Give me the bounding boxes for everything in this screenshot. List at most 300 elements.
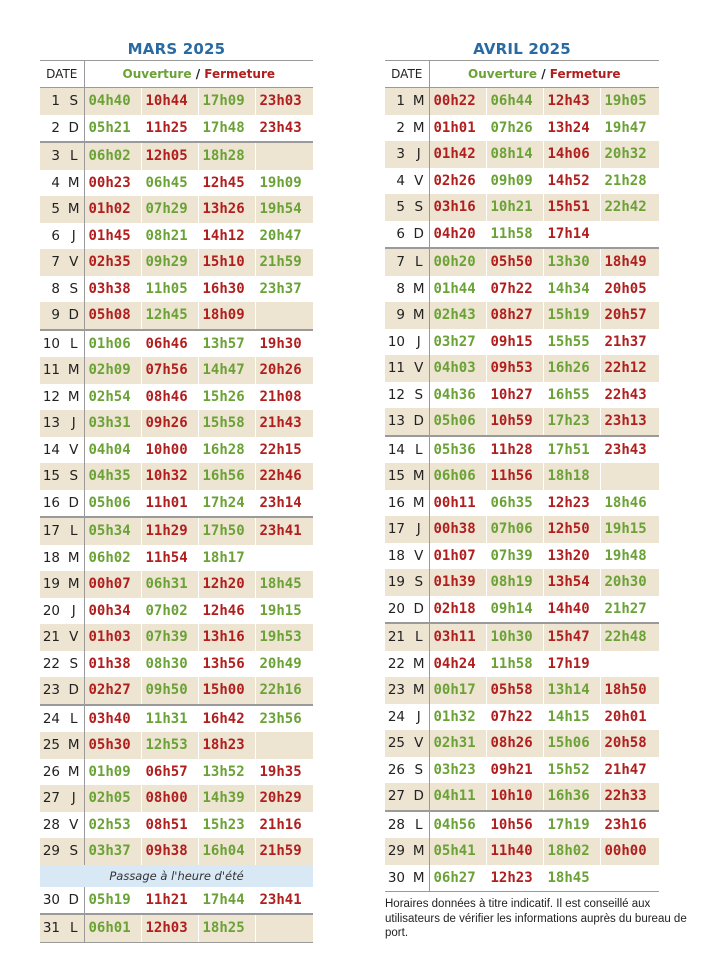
opening-time: 05h06 — [429, 408, 486, 436]
opening-time: 18h46 — [600, 490, 659, 517]
day-row — [385, 757, 659, 784]
label-separator: / — [195, 67, 201, 81]
closing-time: 20h29 — [255, 785, 313, 812]
opening-time: 20h47 — [255, 223, 313, 250]
opening-time: 21h27 — [600, 596, 659, 624]
closing-time: 11h25 — [141, 115, 198, 143]
closing-time: 22h12 — [600, 355, 659, 382]
closing-time: 20h05 — [600, 276, 659, 303]
day-row — [385, 88, 659, 115]
day-row — [40, 196, 313, 223]
weekday-letter: D — [409, 783, 429, 811]
day-number: 22 — [387, 655, 405, 672]
day-row — [385, 490, 659, 517]
weekday-letter: M — [64, 545, 84, 572]
closing-time: 13h54 — [543, 569, 600, 596]
closing-time: 12h05 — [141, 142, 198, 170]
closing-time: 10h10 — [486, 783, 543, 811]
opening-time: 17h44 — [198, 887, 255, 915]
day-number: 9 — [40, 302, 64, 330]
closing-time: 11h21 — [141, 887, 198, 915]
opening-time: 18h17 — [198, 545, 255, 572]
day-row — [385, 569, 659, 596]
opening-time: 01h09 — [84, 759, 141, 786]
day-number: 13 — [40, 410, 64, 437]
opening-time: 02h31 — [429, 730, 486, 757]
closing-time: 11h28 — [486, 436, 543, 464]
day-row — [385, 677, 659, 704]
closing-time: 08h51 — [141, 812, 198, 839]
legend-header — [429, 61, 659, 88]
closing-time: 10h27 — [486, 382, 543, 409]
closing-time: 05h30 — [84, 732, 141, 759]
opening-time: 09h29 — [141, 249, 198, 276]
closing-time: 05h58 — [486, 677, 543, 704]
opening-time: 18h02 — [543, 838, 600, 865]
closing-time: 11h56 — [486, 463, 543, 490]
day-row — [385, 302, 659, 329]
closing-time: 11h29 — [141, 517, 198, 545]
closing-time: 12h50 — [543, 516, 600, 543]
opening-time: 15h26 — [198, 384, 255, 411]
day-row — [40, 223, 313, 250]
closing-time: 12h46 — [198, 598, 255, 625]
day-number: 15 — [385, 463, 409, 490]
closing-time: 19h35 — [255, 759, 313, 786]
closing-time: 05h08 — [84, 302, 141, 330]
closing-time: 12h20 — [198, 571, 255, 598]
closing-time: 20h26 — [255, 357, 313, 384]
weekday-letter: L — [409, 623, 429, 651]
day-row — [40, 463, 313, 490]
opening-time: 11h31 — [141, 705, 198, 733]
empty-cell — [255, 545, 313, 572]
day-row — [40, 115, 313, 143]
opening-time: 16h36 — [543, 783, 600, 811]
day-number: 11 — [385, 355, 409, 382]
opening-time: 20h32 — [600, 141, 659, 168]
day-row — [40, 249, 313, 276]
day-number: 27 — [385, 783, 409, 811]
weekday-letter: M — [409, 865, 429, 892]
day-row — [40, 677, 313, 705]
weekday-letter: M — [409, 463, 429, 490]
opening-time: 23h56 — [255, 705, 313, 733]
day-number: 31 — [40, 914, 64, 942]
opening-time: 04h11 — [429, 783, 486, 811]
closing-time: 21h08 — [255, 384, 313, 411]
day-row — [385, 221, 659, 249]
closing-time: 14h12 — [198, 223, 255, 250]
weekday-letter: M — [64, 170, 84, 197]
closing-time: 00h22 — [429, 88, 486, 115]
closing-time: 13h56 — [198, 651, 255, 678]
day-row — [40, 410, 313, 437]
opening-time: 16h26 — [543, 355, 600, 382]
empty-cell — [600, 463, 659, 490]
day-row — [385, 436, 659, 464]
day-row — [40, 490, 313, 518]
day-row — [385, 408, 659, 436]
opening-time: 06h44 — [486, 88, 543, 115]
empty-cell — [600, 865, 659, 892]
opening-time: 00h20 — [429, 248, 486, 276]
opening-time: 02h09 — [84, 357, 141, 384]
opening-time: 19h47 — [600, 115, 659, 142]
day-number: 12 — [387, 386, 405, 403]
opening-time: 05h19 — [84, 887, 141, 915]
opening-time: 16h04 — [198, 838, 255, 865]
opening-time: 17h19 — [543, 811, 600, 839]
weekday-letter: J — [409, 704, 429, 731]
weekday-letter: D — [64, 677, 84, 705]
closing-time: 00h23 — [84, 170, 141, 197]
closing-time: 03h16 — [429, 194, 486, 221]
opening-time: 05h36 — [429, 436, 486, 464]
opening-time: 12h45 — [141, 302, 198, 330]
weekday-letter: M — [409, 651, 429, 678]
opening-time: 06h35 — [486, 490, 543, 517]
opening-time: 19h15 — [600, 516, 659, 543]
day-row — [40, 732, 313, 759]
opening-time: 06h27 — [429, 865, 486, 892]
day-row — [385, 141, 659, 168]
day-row — [385, 651, 659, 678]
closing-time: 21h47 — [600, 757, 659, 784]
closing-time: 12h23 — [543, 490, 600, 517]
closing-time: 09h53 — [486, 355, 543, 382]
weekday-letter: L — [64, 517, 84, 545]
opening-time: 19h05 — [600, 88, 659, 115]
day-number: 25 — [385, 730, 409, 757]
dst-banner: Passage à l'heure d'été — [40, 865, 313, 887]
weekday-letter: D — [64, 115, 84, 143]
open-label: Ouverture — [122, 67, 192, 81]
closing-time: 11h01 — [141, 490, 198, 518]
weekday-letter: D — [64, 490, 84, 518]
weekday-letter: V — [409, 543, 429, 570]
day-row — [40, 357, 313, 384]
weekday-letter: D — [409, 221, 429, 249]
opening-time: 17h24 — [198, 490, 255, 518]
opening-time: 06h02 — [84, 142, 141, 170]
closing-time: 15h10 — [198, 249, 255, 276]
opening-time: 17h48 — [198, 115, 255, 143]
opening-time: 07h39 — [486, 543, 543, 570]
closing-time: 13h26 — [198, 196, 255, 223]
day-row — [385, 838, 659, 865]
opening-time: 06h02 — [84, 545, 141, 572]
empty-cell — [600, 221, 659, 249]
closing-time: 01h45 — [84, 223, 141, 250]
closing-time: 00h00 — [600, 838, 659, 865]
month-title: MARS 2025 — [127, 40, 226, 58]
closing-time: 15h51 — [543, 194, 600, 221]
closing-time: 01h01 — [429, 115, 486, 142]
opening-time: 22h42 — [600, 194, 659, 221]
weekday-letter: L — [409, 811, 429, 839]
opening-time: 04h56 — [429, 811, 486, 839]
closing-time: 22h33 — [600, 783, 659, 811]
opening-time: 19h15 — [255, 598, 313, 625]
day-row — [40, 276, 313, 303]
closing-time: 08h00 — [141, 785, 198, 812]
table-body — [385, 88, 659, 892]
table-header — [40, 61, 313, 88]
day-number: 28 — [42, 816, 60, 833]
closing-time: 12h43 — [543, 88, 600, 115]
closing-time: 02h27 — [84, 677, 141, 705]
day-number: 25 — [40, 732, 64, 759]
day-number: 8 — [396, 280, 405, 297]
day-row — [385, 811, 659, 839]
opening-time: 06h31 — [141, 571, 198, 598]
day-number: 3 — [40, 142, 64, 170]
opening-time: 19h54 — [255, 196, 313, 223]
day-row — [40, 302, 313, 330]
opening-time: 15h23 — [198, 812, 255, 839]
closing-time: 18h23 — [198, 732, 255, 759]
day-row — [40, 887, 313, 915]
day-row — [40, 838, 313, 865]
legend-header — [84, 61, 313, 88]
opening-time: 13h57 — [198, 330, 255, 358]
closing-time: 03h40 — [84, 705, 141, 733]
weekday-letter: J — [64, 223, 84, 250]
day-number: 21 — [385, 623, 409, 651]
weekday-letter: M — [409, 276, 429, 303]
day-number: 29 — [385, 838, 409, 865]
opening-time: 00h17 — [429, 677, 486, 704]
opening-time: 16h28 — [198, 437, 255, 464]
opening-time: 15h55 — [543, 329, 600, 356]
weekday-letter: S — [409, 569, 429, 596]
day-row — [385, 248, 659, 276]
day-number: 18 — [387, 547, 405, 564]
closing-time: 07h22 — [486, 276, 543, 303]
weekday-letter: S — [64, 651, 84, 678]
day-row — [385, 463, 659, 490]
day-number: 11 — [40, 357, 64, 384]
day-row — [385, 115, 659, 142]
opening-time: 16h55 — [543, 382, 600, 409]
opening-time: 20h49 — [255, 651, 313, 678]
closing-time: 09h26 — [141, 410, 198, 437]
day-row — [40, 142, 313, 170]
weekday-letter: S — [64, 276, 84, 303]
closing-time: 18h09 — [198, 302, 255, 330]
day-number: 16 — [387, 494, 405, 511]
day-row — [385, 596, 659, 624]
closing-time: 00h38 — [429, 516, 486, 543]
closing-time: 09h15 — [486, 329, 543, 356]
month-panel-avril — [385, 38, 659, 892]
empty-cell — [255, 302, 313, 330]
day-number: 28 — [385, 811, 409, 839]
empty-cell — [255, 914, 313, 942]
weekday-letter: M — [64, 357, 84, 384]
opening-time: 04h03 — [429, 355, 486, 382]
opening-time: 09h50 — [141, 677, 198, 705]
day-row — [385, 516, 659, 543]
opening-time: 13h30 — [543, 248, 600, 276]
date-column-header: DATE — [40, 61, 84, 88]
weekday-letter: V — [409, 168, 429, 195]
day-row — [40, 785, 313, 812]
closing-time: 10h32 — [141, 463, 198, 490]
day-row — [40, 330, 313, 358]
day-row — [40, 705, 313, 733]
opening-time: 17h50 — [198, 517, 255, 545]
closing-time: 12h45 — [198, 170, 255, 197]
closing-time: 19h30 — [255, 330, 313, 358]
opening-time: 14h47 — [198, 357, 255, 384]
closing-time: 03h38 — [84, 276, 141, 303]
closing-time: 01h39 — [429, 569, 486, 596]
day-row — [385, 329, 659, 356]
day-number: 17 — [385, 516, 409, 543]
closing-time: 03h11 — [429, 623, 486, 651]
opening-time: 02h54 — [84, 384, 141, 411]
day-number: 2 — [51, 119, 60, 136]
day-number: 2 — [396, 119, 405, 136]
day-number: 7 — [385, 248, 409, 276]
day-number: 29 — [40, 838, 64, 865]
weekday-letter: S — [64, 463, 84, 490]
day-number: 5 — [40, 196, 64, 223]
closing-time: 14h40 — [543, 596, 600, 624]
opening-time: 01h44 — [429, 276, 486, 303]
opening-time: 22h16 — [255, 677, 313, 705]
closing-time: 00h34 — [84, 598, 141, 625]
weekday-letter: V — [64, 249, 84, 276]
closing-time: 23h13 — [600, 408, 659, 436]
opening-time: 18h25 — [198, 914, 255, 942]
opening-time: 17h23 — [543, 408, 600, 436]
day-row — [385, 382, 659, 409]
opening-time: 14h39 — [198, 785, 255, 812]
opening-time: 04h04 — [84, 437, 141, 464]
day-number: 14 — [385, 436, 409, 464]
weekday-letter: D — [64, 887, 84, 915]
weekday-letter: D — [64, 302, 84, 330]
opening-time: 15h06 — [543, 730, 600, 757]
closing-time: 13h16 — [198, 624, 255, 651]
day-number: 15 — [40, 463, 64, 490]
empty-cell — [255, 142, 313, 170]
opening-time: 18h45 — [255, 571, 313, 598]
weekday-letter: V — [64, 437, 84, 464]
day-number: 3 — [385, 141, 409, 168]
closing-time: 17h19 — [543, 651, 600, 678]
opening-time: 21h59 — [255, 249, 313, 276]
weekday-letter: J — [409, 141, 429, 168]
empty-cell — [255, 732, 313, 759]
closing-time: 08h27 — [486, 302, 543, 329]
label-separator: / — [541, 67, 546, 81]
day-number: 4 — [396, 172, 405, 189]
closing-time: 14h52 — [543, 168, 600, 195]
opening-time: 16h56 — [198, 463, 255, 490]
closing-time: 02h35 — [84, 249, 141, 276]
opening-time: 19h53 — [255, 624, 313, 651]
closing-time: 12h23 — [486, 865, 543, 892]
closing-time: 16h30 — [198, 276, 255, 303]
disclaimer-note: Horaires données à titre indicatif. Il est conseillé aux utilisateurs de vérifier les informations auprès du bureau de port. — [385, 898, 687, 939]
opening-time: 22h48 — [600, 623, 659, 651]
opening-time: 01h06 — [84, 330, 141, 358]
closing-time: 02h26 — [429, 168, 486, 195]
opening-time: 06h06 — [429, 463, 486, 490]
closing-time: 00h07 — [84, 571, 141, 598]
closing-time: 18h49 — [600, 248, 659, 276]
closing-time: 15h00 — [198, 677, 255, 705]
weekday-letter: M — [409, 115, 429, 142]
day-number: 4 — [51, 174, 60, 191]
day-number: 23 — [40, 677, 64, 705]
weekday-letter: M — [409, 302, 429, 329]
opening-time: 05h34 — [84, 517, 141, 545]
opening-time: 07h02 — [141, 598, 198, 625]
closing-time: 00h11 — [429, 490, 486, 517]
closing-time: 16h42 — [198, 705, 255, 733]
day-number: 6 — [396, 225, 405, 242]
closing-time: 22h46 — [255, 463, 313, 490]
day-number: 23 — [385, 677, 409, 704]
closing-time: 13h20 — [543, 543, 600, 570]
opening-time: 07h29 — [141, 196, 198, 223]
opening-time: 09h09 — [486, 168, 543, 195]
opening-time: 19h48 — [600, 543, 659, 570]
tide-table — [40, 60, 313, 943]
weekday-letter: J — [409, 516, 429, 543]
closing-time: 08h26 — [486, 730, 543, 757]
day-row — [385, 194, 659, 221]
opening-time: 10h21 — [486, 194, 543, 221]
opening-time: 07h39 — [141, 624, 198, 651]
weekday-letter: J — [64, 410, 84, 437]
day-number: 20 — [387, 600, 405, 617]
closing-time: 15h47 — [543, 623, 600, 651]
weekday-letter: M — [64, 571, 84, 598]
weekday-letter: V — [64, 812, 84, 839]
opening-time: 06h01 — [84, 914, 141, 942]
opening-time: 05h41 — [429, 838, 486, 865]
weekday-letter: M — [409, 677, 429, 704]
day-number: 10 — [387, 333, 405, 350]
day-number: 10 — [40, 330, 64, 358]
day-number: 12 — [42, 388, 60, 405]
weekday-letter: S — [409, 194, 429, 221]
closing-time: 10h56 — [486, 811, 543, 839]
closing-time: 06h57 — [141, 759, 198, 786]
opening-time: 03h23 — [429, 757, 486, 784]
closing-time: 23h43 — [255, 115, 313, 143]
opening-time: 05h21 — [84, 115, 141, 143]
day-number: 19 — [40, 571, 64, 598]
opening-time: 03h27 — [429, 329, 486, 356]
opening-time: 09h14 — [486, 596, 543, 624]
opening-time: 08h21 — [141, 223, 198, 250]
empty-cell — [600, 651, 659, 678]
opening-time: 07h06 — [486, 516, 543, 543]
day-row — [40, 759, 313, 786]
day-row — [385, 730, 659, 757]
closing-time: 02h18 — [429, 596, 486, 624]
closing-time: 12h03 — [141, 914, 198, 942]
closing-time: 17h14 — [543, 221, 600, 249]
closing-time: 01h02 — [84, 196, 141, 223]
